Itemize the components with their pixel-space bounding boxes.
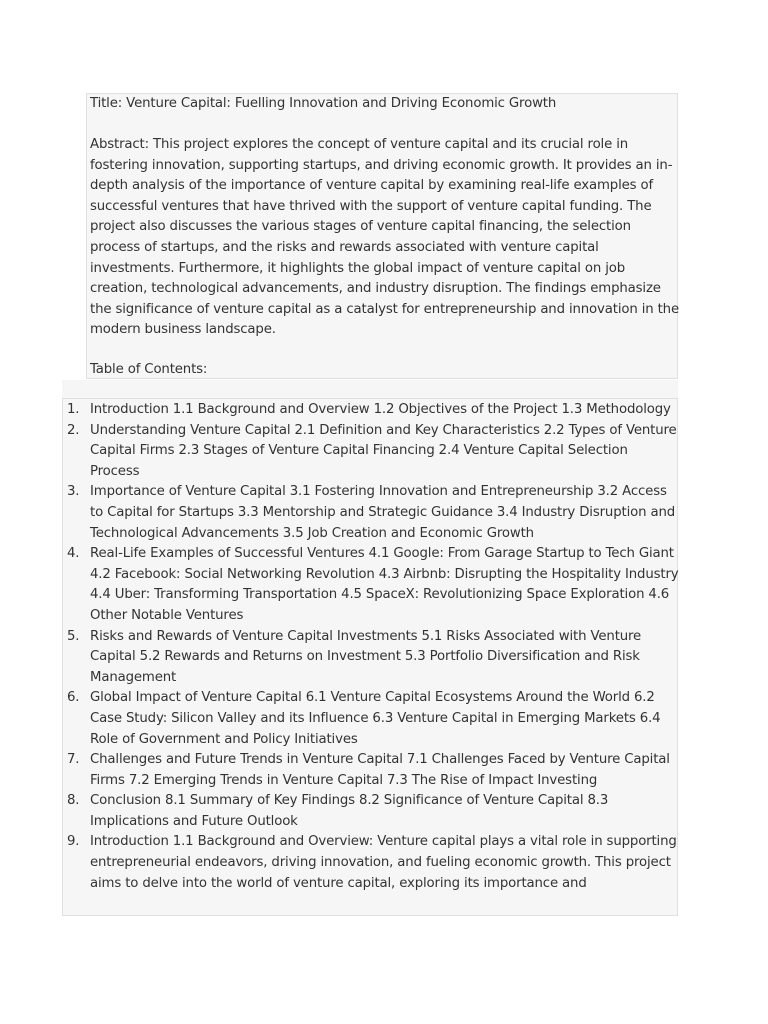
toc-item-text: Conclusion 8.1 Summary of Key Findings 8.2 Significance of Venture Capital 8.3 Implications and Future Outlook bbox=[90, 793, 609, 829]
toc-item bbox=[62, 688, 682, 750]
toc-item bbox=[62, 750, 682, 791]
toc-item-number: 1. bbox=[67, 402, 80, 417]
toc-item-text: Global Impact of Venture Capital 6.1 Venture Capital Ecosystems Around the World 6.2 Case Study: Silicon Valley and its Influence 6.3 Venture Capital in Emerging Markets 6.4 Role of Government and Policy Initiatives bbox=[90, 690, 661, 747]
toc-item-text: Challenges and Future Trends in Venture Capital 7.1 Challenges Faced by Venture Capital Firms 7.2 Emerging Trends in Venture Capital 7.3 The Rise of Impact Investing bbox=[90, 752, 670, 788]
toc-item bbox=[62, 544, 682, 626]
toc-item-text: Introduction 1.1 Background and Overview 1.2 Objectives of the Project 1.3 Methodology bbox=[90, 402, 671, 417]
toc-item bbox=[62, 791, 682, 832]
abstract-paragraph: Abstract: This project explores the concept of venture capital and its crucial role in fostering innovation, supporting startups, and driving economic growth. It provides an in-depth analysis of the importance of venture capital by examining real-life examples of successful ventures that have thrived with the support of venture capital funding. The project also discusses the various stages of venture capital financing, the selection process of startups, and the risks and rewards associated with venture capital investments. Furthermore, it highlights the global impact of venture capital on job creation, technological advancements, and industry disruption. The findings emphasize the significance of venture capital as a catalyst for entrepreneurship and innovation in the modern business landscape. bbox=[90, 137, 679, 338]
toc-item bbox=[62, 627, 682, 689]
toc-item-text: Real-Life Examples of Successful Ventures 4.1 Google: From Garage Startup to Tech Giant 4.2 Facebook: Social Networking Revolution 4.3 Airbnb: Disrupting the Hospitality Industry 4.4 Uber: Transforming Transportation 4.5 SpaceX: Revolutionizing Space Exploration 4.6 Other Notable Ventures bbox=[90, 546, 679, 623]
toc-item-number: 2. bbox=[67, 422, 80, 438]
toc-item-number: 5. bbox=[67, 628, 80, 644]
toc-item-text: Introduction 1.1 Background and Overview: Venture capital plays a vital role in supporting entrepreneurial endeavors, driving innovation, and fueling economic growth. This project aims to delve into the world of venture capital, exploring its importance and bbox=[90, 834, 677, 891]
toc-item bbox=[62, 400, 682, 421]
toc-item-number: 3. bbox=[67, 484, 80, 500]
toc-item-text: Understanding Venture Capital 2.1 Definition and Key Characteristics 2.2 Types of Venture Capital Firms 2.3 Stages of Venture Capital Financing 2.4 Venture Capital Selection Process bbox=[90, 422, 677, 479]
toc-item-number: 4. bbox=[67, 546, 80, 562]
toc-item-number: 7. bbox=[67, 752, 80, 768]
toc-list bbox=[62, 400, 682, 894]
toc-item-text: Importance of Venture Capital 3.1 Fostering Innovation and Entrepreneurship 3.2 Access to Capital for Startups 3.3 Mentorship and Strategic Guidance 3.4 Industry Disruption and Technological Advancements 3.5 Job Creation and Economic Growth bbox=[90, 484, 676, 541]
toc-item-text: Risks and Rewards of Venture Capital Investments 5.1 Risks Associated with Venture Capital 5.2 Rewards and Returns on Investment 5.3 Portfolio Diversification and Risk Management bbox=[90, 628, 642, 685]
toc-item bbox=[62, 421, 682, 483]
toc-heading: Table of Contents: bbox=[90, 362, 208, 377]
toc-item-number: 8. bbox=[67, 793, 80, 809]
panel-gap-strip bbox=[62, 380, 678, 398]
toc-item-number: 9. bbox=[67, 834, 80, 850]
toc-item bbox=[62, 482, 682, 544]
toc-item bbox=[62, 832, 682, 894]
toc-item-number: 6. bbox=[67, 690, 80, 706]
document-title: Title: Venture Capital: Fuelling Innovation and Driving Economic Growth bbox=[90, 96, 557, 111]
